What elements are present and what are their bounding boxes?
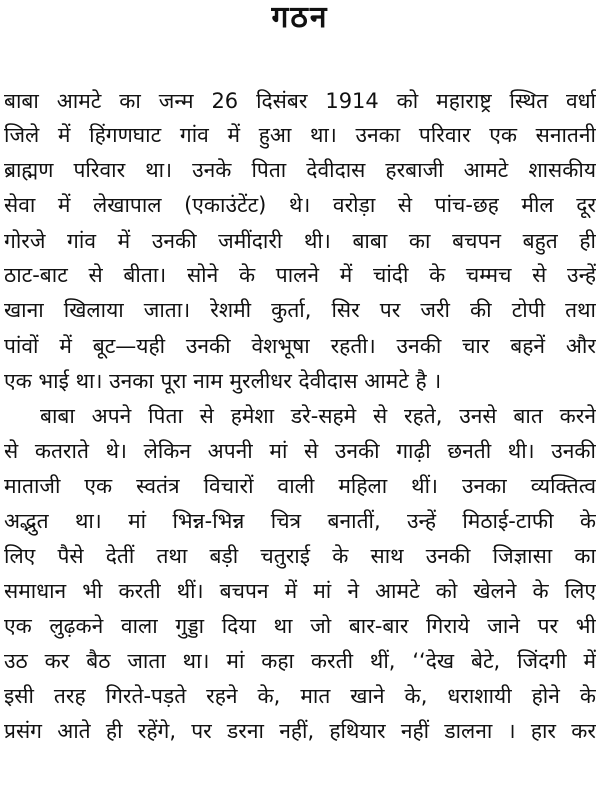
paragraph-2-line-7: एक लुढ़कने वाला गुड्डा दिया था जो बार-बार गिराये जाने पर भी [4, 614, 596, 638]
paragraph-1-line-8: पांवों में बूट—यही उनकी वेशभूषा रहती। उनकी चार बहनें और [4, 334, 596, 358]
paragraph-1-line-2: जिले में हिंगणघाट गांव में हुआ था। उनका परिवार एक सनातनी [4, 123, 596, 147]
paragraph-1-line-3: ब्राह्मण परिवार था। उनके पिता देवीदास हरबाजी आमटे शासकीय [4, 158, 596, 182]
paragraph-1-line-6: ठाट-बाट से बीता। सोने के पालने में चांदी के चम्मच से उन्हें [4, 263, 596, 287]
paragraph-2-line-1: बाबा अपने पिता से हमेशा डरे-सहमे से रहते, उनसे बात करने [40, 404, 596, 428]
paragraph-2-line-2: से कतराते थे। लेकिन अपनी मां से उनकी गाढ़ी छनती थी। उनकी [4, 439, 596, 463]
paragraph-1-line-4: सेवा में लेखापाल (एकाउंटेंट) थे। वरोड़ा से पांच-छह मील दूर [4, 193, 596, 217]
paragraph-2-line-5: लिए पैसे देतीं तथा बड़ी चतुराई के साथ उनकी जिज्ञासा का [4, 544, 596, 568]
paragraph-2-line-8: उठ कर बैठ जाता था। मां कहा करती थीं, ‘‘देख बेटे, जिंदगी में [4, 649, 596, 673]
paragraph-1-line-9: एक भाई था। उनका पूरा नाम मुरलीधर देवीदास आमटे है । [4, 369, 442, 393]
paragraph-2-line-6: समाधान भी करती थीं। बचपन में मां ने आमटे को खेलने के लिए [4, 579, 596, 603]
paragraph-1-line-1: बाबा आमटे का जन्म 26 दिसंबर 1914 को महाराष्ट्र स्थित वर्धा [4, 89, 596, 113]
paragraph-1-line-7: खाना खिलाया जाता। रेशमी कुर्ता, सिर पर जरी की टोपी तथा [4, 298, 596, 322]
page-title: गठन [271, 0, 329, 35]
paragraph-2-line-4: अद्भुत था। मां भिन्न-भिन्न चित्र बनातीं, उन्हें मिठाई-टाफी के [4, 509, 596, 533]
paragraph-2-line-10: प्रसंग आते ही रहेंगे, पर डरना नहीं, हथियार नहीं डालना । हार कर [4, 719, 596, 743]
paragraph-2-line-9: इसी तरह गिरते-पड़ते रहने के, मात खाने के, धराशायी होने के [4, 684, 596, 708]
paragraph-1-line-5: गोरजे गांव में उनकी जमींदारी थी। बाबा का बचपन बहुत ही [4, 229, 596, 253]
paragraph-2-line-3: माताजी एक स्वतंत्र विचारों वाली महिला थीं। उनका व्यक्तित्व [4, 474, 596, 498]
